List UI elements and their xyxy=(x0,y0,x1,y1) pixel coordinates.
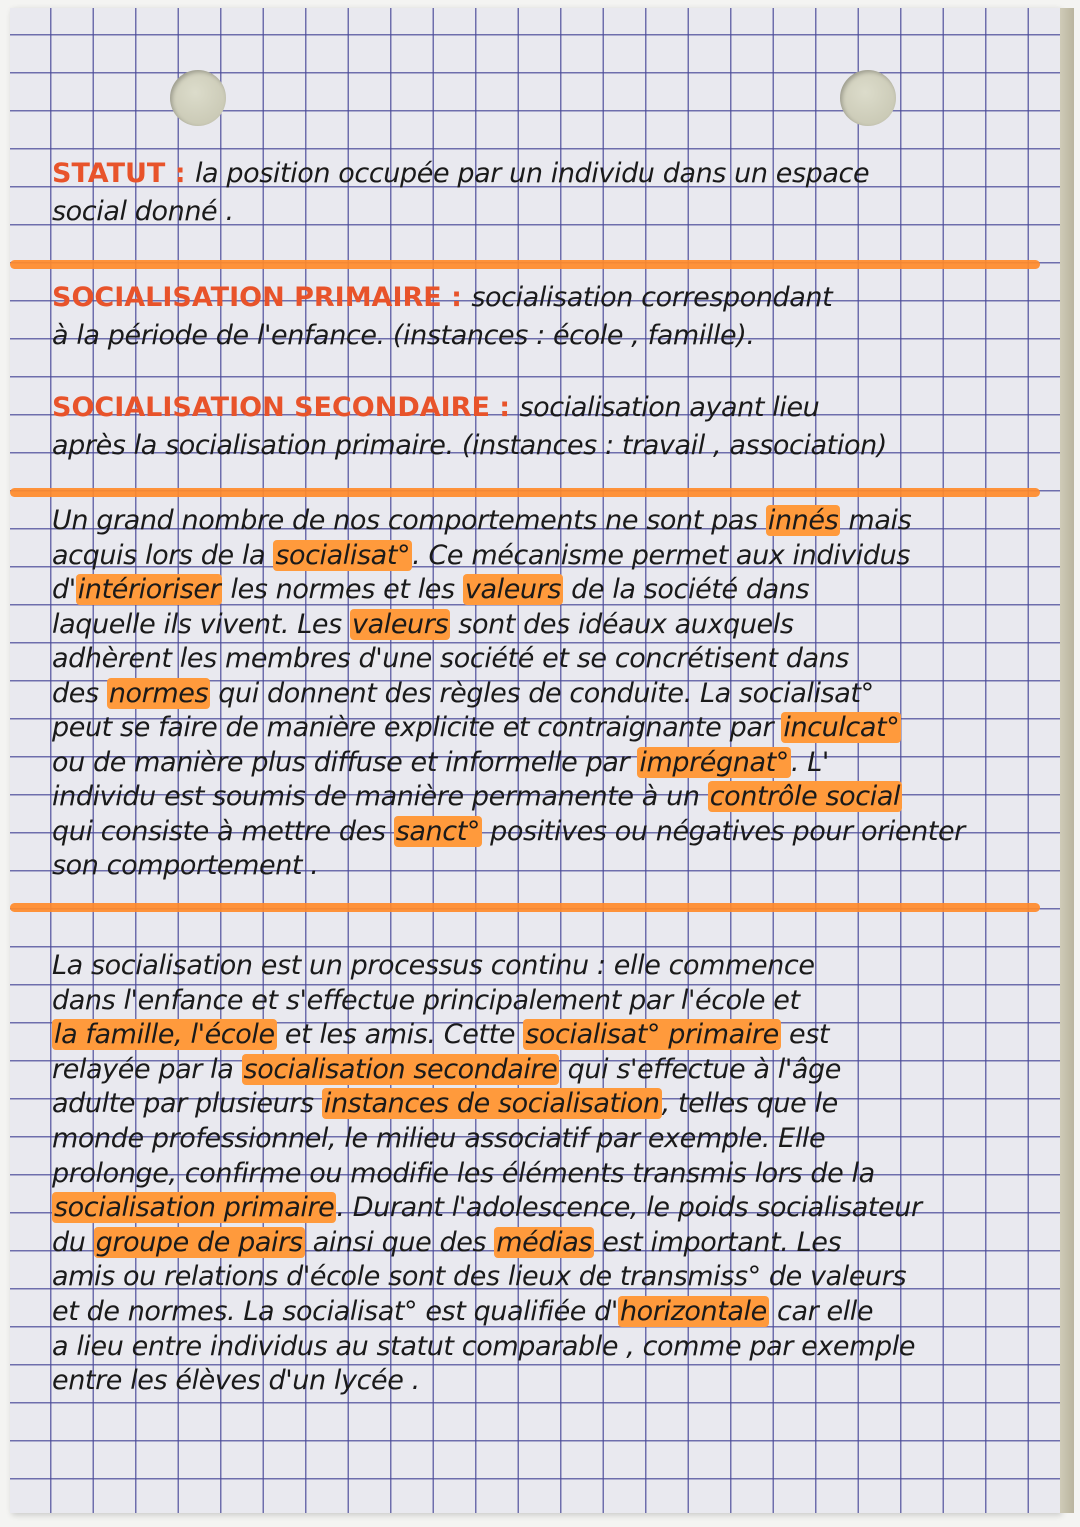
text-line xyxy=(52,850,318,881)
text-segment: sont des idéaux auxquels xyxy=(450,608,794,640)
highlighted-keyword: médias xyxy=(496,1226,593,1258)
text-line xyxy=(52,505,911,536)
text-line xyxy=(52,816,965,847)
text-segment: positives ou négatives pour orienter xyxy=(482,815,965,847)
text-segment: et de normes. La socialisat° est qualifiée d' xyxy=(52,1296,618,1327)
text-segment: relayée par la xyxy=(52,1053,242,1085)
text-segment: , telles que le xyxy=(661,1088,838,1120)
text-line xyxy=(52,712,901,743)
text-line xyxy=(52,678,874,709)
highlighted-keyword: socialisat° xyxy=(275,539,411,571)
text-segment: est important. Les xyxy=(594,1226,842,1258)
highlighted-keyword: intérioriser xyxy=(77,574,221,605)
definition-line: STATUT : la position occupée par un individu dans un espace xyxy=(52,158,870,189)
text-line xyxy=(52,1158,875,1189)
highlighted-keyword: instances de socialisation xyxy=(323,1088,660,1120)
definition-text: après la socialisation primaire. (instances : travail , association) xyxy=(52,430,887,461)
text-segment: qui s'effectue à l'âge xyxy=(559,1053,841,1085)
highlighted-keyword: socialisation secondaire xyxy=(243,1053,558,1085)
separator-rule-2 xyxy=(10,488,1040,497)
text-segment: Un grand nombre de nos comportements ne sont pas xyxy=(52,505,766,536)
highlighted-keyword: innés xyxy=(767,505,839,536)
text-line xyxy=(52,950,815,981)
separator-rule-3 xyxy=(10,903,1040,912)
highlighted-keyword: contrôle social xyxy=(709,781,901,812)
highlighted-keyword: normes xyxy=(108,677,209,709)
text-segment: . Durant l'adolescence, le poids socialisateur xyxy=(336,1192,922,1224)
text-segment: peut se faire de manière explicite et contraignante par xyxy=(52,712,782,743)
text-line xyxy=(52,540,910,571)
text-segment: est xyxy=(780,1019,830,1051)
text-segment: La socialisation est un processus continu : elle commence xyxy=(52,950,815,981)
text-segment: les normes et les xyxy=(222,574,463,605)
punch-hole-left xyxy=(170,70,226,126)
text-segment: laquelle ils vivent. Les xyxy=(52,608,350,640)
text-line xyxy=(52,1088,838,1119)
definition-term: SOCIALISATION PRIMAIRE xyxy=(52,282,442,313)
text-line xyxy=(52,1331,915,1362)
text-line xyxy=(52,747,829,778)
text-segment: du xyxy=(52,1226,94,1258)
text-line xyxy=(52,643,849,674)
definition-text: socialisation correspondant xyxy=(471,282,833,313)
card-edge-shadow xyxy=(1060,8,1074,1513)
text-segment: entre les élèves d'un lycée . xyxy=(52,1365,420,1397)
text-segment: dans l'enfance et s'effectue principalement par l'école et xyxy=(52,984,800,1016)
text-segment: ainsi que des xyxy=(304,1226,495,1258)
text-segment: mais xyxy=(840,505,912,536)
text-segment: ou de manière plus diffuse et informelle par xyxy=(52,746,638,778)
highlighted-keyword: horizontale xyxy=(619,1296,767,1327)
text-segment: . Ce mécanisme permet aux individus xyxy=(412,539,911,571)
text-line xyxy=(52,1365,420,1396)
text-segment: et les amis. Cette xyxy=(276,1019,524,1051)
text-segment: d' xyxy=(52,574,76,605)
text-segment: qui donnent des règles de conduite. La socialisat° xyxy=(210,677,874,709)
text-line xyxy=(52,1019,829,1050)
text-segment: car elle xyxy=(768,1296,874,1327)
text-segment: monde professionnel, le milieu associatif par exemple. Elle xyxy=(52,1123,826,1154)
definition-text: social donné . xyxy=(52,196,234,227)
text-line xyxy=(52,1192,922,1223)
text-line xyxy=(52,1261,906,1292)
definition-term: STATUT xyxy=(52,158,166,189)
text-line xyxy=(52,574,809,605)
text-segment: des xyxy=(52,677,107,709)
text-segment: son comportement . xyxy=(52,850,319,881)
text-segment: a lieu entre individus au statut comparable , comme par exemple xyxy=(52,1330,916,1362)
highlighted-keyword: inculcat° xyxy=(783,712,900,743)
text-segment: acquis lors de la xyxy=(52,539,274,571)
definition-text: à la période de l'enfance. (instances : école , famille). xyxy=(52,320,755,351)
definition-text: socialisation ayant lieu xyxy=(519,392,820,423)
text-segment: adhèrent les membres d'une société et se concrétisent dans xyxy=(52,643,849,674)
text-segment: qui consiste à mettre des xyxy=(52,815,394,847)
definition-line: SOCIALISATION PRIMAIRE : socialisation correspondant xyxy=(52,282,833,313)
text-segment: . L' xyxy=(790,746,829,778)
text-segment: individu est soumis de manière permanente à un xyxy=(52,781,708,812)
definition-term: SOCIALISATION SECONDAIRE xyxy=(52,392,490,423)
text-segment: prolonge, confirme ou modifie les éléments transmis lors de la xyxy=(52,1157,875,1189)
highlighted-keyword: imprégnat° xyxy=(639,746,789,778)
definition-text: la position occupée par un individu dans un espace xyxy=(194,158,870,189)
highlighted-keyword: valeurs xyxy=(352,608,449,640)
highlighted-keyword: la famille, l'école xyxy=(54,1019,275,1051)
highlighted-keyword: socialisation primaire xyxy=(54,1192,335,1224)
text-line xyxy=(52,1054,841,1085)
text-line xyxy=(52,1296,873,1327)
text-line xyxy=(52,609,794,640)
punch-hole-right xyxy=(840,70,896,126)
text-segment: adulte par plusieurs xyxy=(52,1088,322,1120)
text-segment: de la société dans xyxy=(563,574,810,605)
highlighted-keyword: socialisat° primaire xyxy=(525,1019,779,1051)
text-line xyxy=(52,1123,825,1154)
text-line xyxy=(52,781,902,812)
definition-line: SOCIALISATION SECONDAIRE : socialisation ayant lieu xyxy=(52,392,820,423)
text-segment: amis ou relations d'école sont des lieux de transmiss° de valeurs xyxy=(52,1261,907,1293)
text-line xyxy=(52,985,800,1016)
text-line xyxy=(52,1227,841,1258)
highlighted-keyword: sanct° xyxy=(395,815,480,847)
highlighted-keyword: groupe de pairs xyxy=(95,1226,303,1258)
separator-rule-1 xyxy=(10,260,1040,269)
highlighted-keyword: valeurs xyxy=(464,574,561,605)
